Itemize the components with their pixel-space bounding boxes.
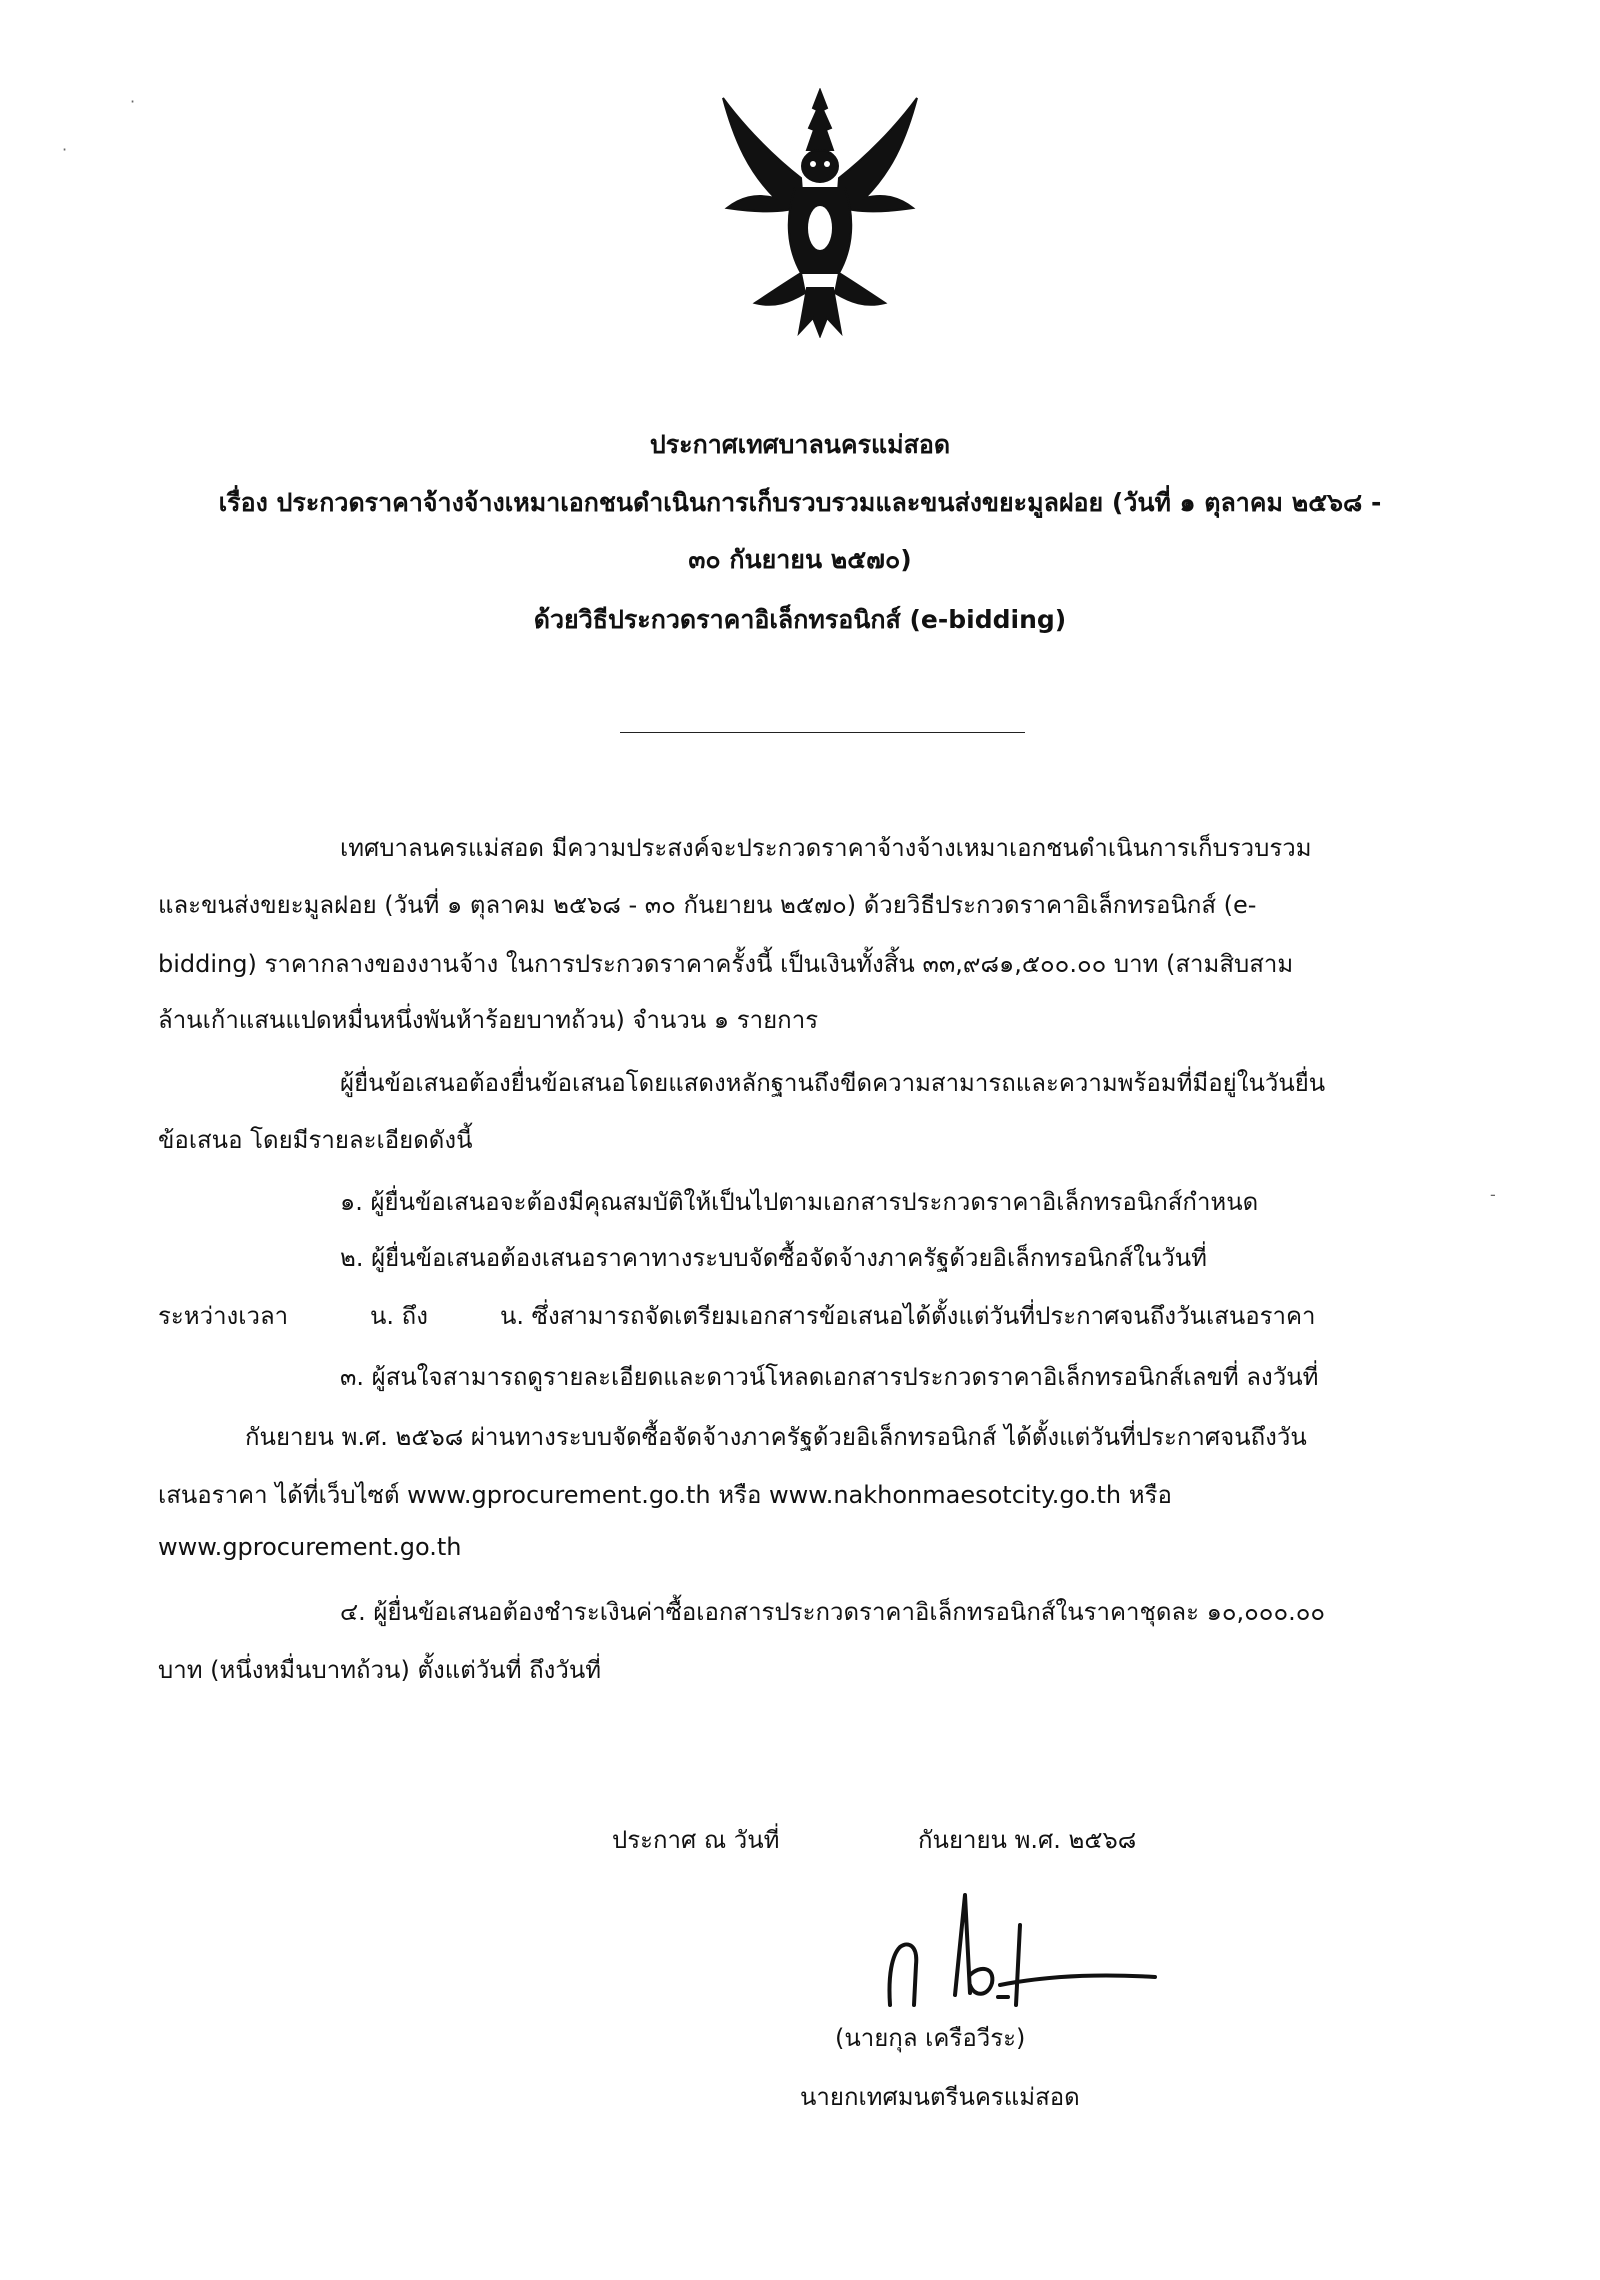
signature-icon [870,1885,1160,2015]
item-4-line-1: ๔. ผู้ยื่นข้อเสนอต้องชำระเงินค่าซื้อเอกสารประกวดราคาอิเล็กทรอนิกส์ในราคาชุดละ ๑๐,๐๐๐.๐๐ [340,1598,1326,1626]
announce-date-label: ประกาศ ณ วันที่ [612,1826,780,1854]
requirement-line-2: ข้อเสนอ โดยมีรายละเอียดดังนี้ [158,1126,473,1154]
agency-title: ประกาศเทศบาลนครแม่สอด [649,430,951,459]
signer-title: นายกเทศมนตรีนครแม่สอด [800,2083,1080,2111]
signer-name: (นายกุล เครือวีระ) [835,2024,1026,2052]
announce-date-month: กันยายน พ.ศ. ๒๕๖๘ [918,1826,1137,1854]
intro-line-1: เทศบาลนครแม่สอด มีความประสงค์จะประกวดราคาจ้างจ้างเหมาเอกชนดำเนินการเก็บรวบรวม [340,834,1312,862]
item-2-time-rest: น. ซึ่งสามารถจัดเตรียมเอกสารข้อเสนอได้ตั้งแต่วันที่ประกาศจนถึงวันเสนอราคา [500,1302,1316,1330]
scan-speck: · [62,140,68,159]
item-3-line-3: เสนอราคา ได้ที่เว็บไซต์ www.gprocurement.go.th หรือ www.nakhonmaesotcity.go.th หรือ [158,1481,1172,1509]
subject-line-2: ๓๐ กันยายน ๒๕๗๐) [688,545,912,574]
item-2-line-1: ๒. ผู้ยื่นข้อเสนอต้องเสนอราคาทางระบบจัดซื้อจัดจ้างภาครัฐด้วยอิเล็กทรอนิกส์ในวันที่ [340,1244,1207,1272]
subject-line-1: เรื่อง ประกวดราคาจ้างจ้างเหมาเอกชนดำเนินการเก็บรวบรวมและขนส่งขยะมูลฝอย (วันที่ ๑ ตุลาคม ๒๕๖๘ - [218,488,1382,517]
intro-line-2: และขนส่งขยะมูลฝอย (วันที่ ๑ ตุลาคม ๒๕๖๘ - ๓๐ กันยายน ๒๕๗๐) ด้วยวิธีประกวดราคาอิเล็กทรอนิกส์ (e- [158,891,1257,919]
requirement-line-1: ผู้ยื่นข้อเสนอต้องยื่นข้อเสนอโดยแสดงหลักฐานถึงขีดความสามารถและความพร้อมที่มีอยู่ในวันยื่น [340,1069,1326,1097]
method-line: ด้วยวิธีประกวดราคาอิเล็กทรอนิกส์ (e-bidding) [533,605,1067,634]
title-divider [620,732,1025,733]
item-2-time-label: ระหว่างเวลา [158,1302,289,1330]
intro-line-4: ล้านเก้าแสนแปดหมื่นหนึ่งพันห้าร้อยบาทถ้วน) จำนวน ๑ รายการ [158,1006,819,1034]
item-4-line-2: บาท (หนึ่งหมื่นบาทถ้วน) ตั้งแต่วันที่ ถึงวันที่ [158,1656,602,1684]
item-1: ๑. ผู้ยื่นข้อเสนอจะต้องมีคุณสมบัติให้เป็นไปตามเอกสารประกวดราคาอิเล็กทรอนิกส์กำหนด [340,1188,1259,1216]
item-2-time-to: น. ถึง [370,1302,428,1330]
garuda-emblem-icon [715,88,925,338]
item-3-line-2: กันยายน พ.ศ. ๒๕๖๘ ผ่านทางระบบจัดซื้อจัดจ้างภาครัฐด้วยอิเล็กทรอนิกส์ ได้ตั้งแต่วันที่ประกาศจนถึงวัน [245,1423,1307,1451]
scan-speck: · [130,92,136,111]
item-3-line-4: www.gprocurement.go.th [158,1533,462,1561]
intro-line-3: bidding) ราคากลางของงานจ้าง ในการประกวดราคาครั้งนี้ เป็นเงินทั้งสิ้น ๓๓,๙๘๑,๕๐๐.๐๐ บาท (สามสิบสาม [158,950,1294,978]
item-3-line-1: ๓. ผู้สนใจสามารถดูรายละเอียดและดาวน์โหลดเอกสารประกวดราคาอิเล็กทรอนิกส์เลขที่ ลงวันที่ [340,1363,1319,1391]
scan-speck: - [1490,1185,1496,1204]
